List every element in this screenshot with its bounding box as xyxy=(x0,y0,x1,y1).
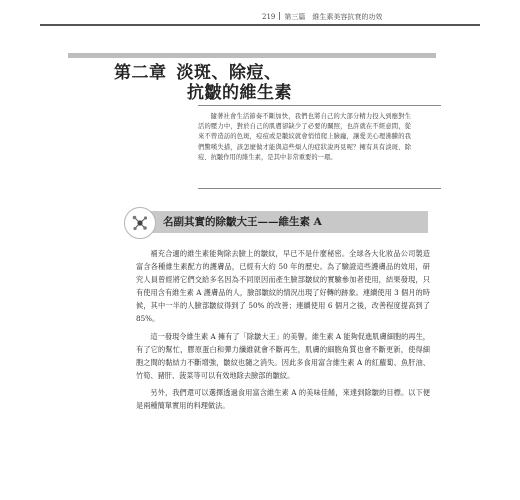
molecule-icon xyxy=(131,214,149,232)
book-section-title: 第三篇 維生素美容抗衰的功效 xyxy=(284,13,383,21)
header-divider xyxy=(279,12,280,20)
chapter-title-line2: 抗皺的維生素 xyxy=(187,83,292,103)
body-paragraph-2: 這一發現令維生素 A 擁有了「除皺大王」的美譽。維生素 A 能夠促進肌膚細胞的再生，有了它的幫忙，膠原蛋白和彈力纖維就會不斷再生，肌膚的細胞角質也會不斷更新，使得細胞之間的黏結力不斷增強，皺紋也隨之消失。因此多食用富含維生素 A 的紅蘿蔔、魚肝油、竹筍、豬肝、菠菜等可以有效地除去臉部的皺紋。 xyxy=(136,331,430,380)
page-number: 219 xyxy=(262,13,276,21)
intro-paragraph: 隨著社會生活節奏不斷加快，我們也將自己的大部分精力投入到應對生活的壓力中，對於自己的肌膚卻缺少了必要的關照，也許就在不經意間，從來不曾造訪的色斑，痘痘或是皺紋就會悄悄爬上臉龐，讓愛美心理沸騰的我們驚嘆失措，該怎麼做才能與這些煩人的症狀說再見呢？擁有具有淡斑、除痘、抗皺作用的維生素，是其中非常重要的一環。 xyxy=(198,113,411,161)
chapter-intro xyxy=(198,112,411,163)
section-icon-badge xyxy=(124,207,156,239)
body-paragraph-3: 另外，我們還可以選擇透過食用富含維生素 A 的美味佳餚，來達到除皺的目標。以下便是兩種簡單實用的料理做法。 xyxy=(136,387,430,411)
body-paragraph-1: 補充合適的維生素能夠除去臉上的皺紋，早已不是什麼秘密。全球各大化妝品公司製造富含各種維生素配方的護膚品，已經有大約 50 年的歷史。為了驗證這些護膚品的效用，研究人員曾經將它們交給多名因為不同原因而產生臉部皺紋的實驗參加者使用，結果發現，只有使用含有維生素 A 護膚品的人，臉部皺紋的情況出現了好轉的跡象。連續使用 3 個月的時候，其中一半的人臉部皺紋得到了 50% 的改善；連續使用 6 個月之後，改善程度提高到了 85%。 xyxy=(136,249,430,324)
header-rule xyxy=(40,24,480,26)
running-header xyxy=(262,12,382,22)
chapter-decoration-bar xyxy=(68,53,436,58)
body-text xyxy=(136,247,430,416)
chapter-title-line1: 淡斑、除痘、 xyxy=(176,63,282,83)
chapter-title xyxy=(114,63,292,103)
section-title: 名副其實的除皺大王——維生素 A xyxy=(163,216,322,228)
intro-rule-top xyxy=(198,105,441,106)
intro-rule-bottom xyxy=(198,188,441,189)
chapter-number: 第二章 xyxy=(114,63,167,83)
